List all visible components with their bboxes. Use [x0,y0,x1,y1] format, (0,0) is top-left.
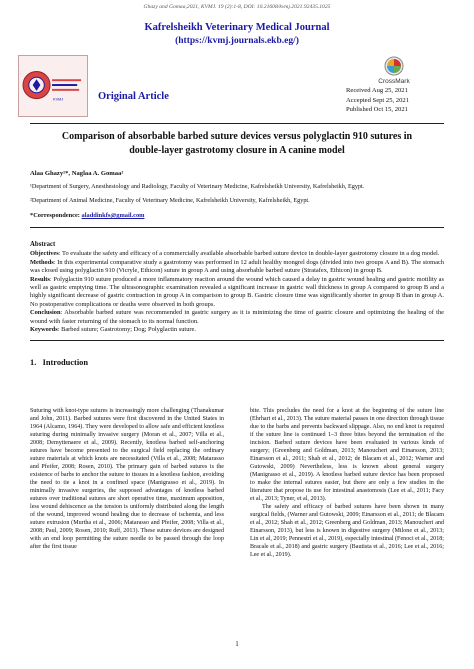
correspondence-label: *Correspondence: [30,212,80,219]
title-line-1: Comparison of absorbable barbed suture devices versus polyglactin 910 sutures in [61,131,413,142]
authors: Alaa Ghazy¹*, Naglaa A. Gomaa² [30,170,124,177]
journal-logo-icon [19,56,87,116]
accepted-date: Accepted Sept 25, 2021 [346,96,409,104]
abstract-methods: Methods: In this experimental comparative study a gastrotomy was performed in 12 adult healthy mongrel dogs (divided into two groups A and B). The stomach was closed using polyglactin 910 (Vicryle, Ethicon) suture in group A and using absorbable barbed suture (Stratafex, Ethicon) in group B. [30,258,444,275]
crossmark-badge[interactable] [371,55,417,85]
intro-paragraph-1: Suturing with knot-type sutures is increasingly more challenging (Thanakumar and John, 2011). Barbed sutures were first discovered in the United States in 1964 (Alcamo, 1964). They were developed to allow safe and efficient knotless suturing during minimally invasive surgery (Moran et al., 2007; Villa et al., 2008; Demyttenaere et al., 2009). Recently, knotless barbed self-anchoring sutures have become presented to the surgical field replacing the ordinary suture materials at which knots are necessitated (Villa et al., 2008; Matarasso and Pfeifer, 2008; Rosen, 2010). The primary gain of barbed sutures is the existence of barbs to anchor the suture to tissues in a knotless fashion, avoiding the need to tie a knot in a confined space (Manigrasso et al., 2019). In minimally invasive surgeries, the supposed advantages of knotless barbed sutures over traditional sutures are short operative time, maximum apposition, less wound dehiscence as the tension is uniformly distributed along the length of the wound, improved wound healing due to decrease of ischemia, and less suture extrusion (Murtha et al., 2006; Matarasso and Pfeifer, 2008; Villa et al., 2008; Paul, 2009; Rosen, 2010; Ruff, 2013). These suture devices are designed with an end loop permitting the suture needle to be passed through the loop after the first tissue [30,408,224,550]
running-header: Ghazy and Gomaa,2021, KVMJ. 19 (2):1-8, DOI: 10.21608/kvmj.2021.92435.1025 [143,4,331,10]
crossmark-label: CrossMark [378,78,410,85]
affiliation-2: ²Department of Animal Medicine, Faculty of Veterinary Medicine, Kafrelsheikh University, Kafrelsheikh, Egypt. [30,197,310,204]
correspondence [30,212,144,219]
crossmark-icon [371,55,417,85]
affiliation-1: ¹Department of Surgery, Anesthesiology and Radiology, Faculty of Veterinary Medicine, Kafrelsheikh University, Kafrelsheikh, Egypt. [30,183,365,190]
abstract-heading: Abstract [30,241,56,248]
correspondence-email-link[interactable]: aladdinkfs@gmail.com [81,212,145,219]
article-dates [346,86,409,115]
intro-paragraph-3: The safety and efficacy of barbed sutures have been shown in many surgical fields, (Warner and Gutowski, 2009; Einarsson et al., 2011; de Blacam et al., 2012; Shah et al., 2012; Greenberg and Goldman, 2013; Manoucheri and Einarsson, 2013), but less is known in digestive surgery (Milone et al., 2013; Lin et al, 2019; Pennestrì et al., 2019), especially intestinal (Fenoci et al., 2018; Bracale et al., 2018) and gastric surgery (Bautista et al., 2016; Lee et al., 2016; Lee et al., 2019). [250,504,444,558]
section-heading-introduction [30,358,88,367]
section-title: Introduction [42,358,89,367]
title-line-2: double-layer gastrotomy closure in A canine model [129,144,345,156]
published-date: Published Oct 15, 2021 [346,106,408,114]
article-title [30,130,444,157]
abstract [30,241,444,334]
journal-logo [18,55,88,117]
intro-right-column [250,407,444,559]
article-type: Original Article [98,91,169,102]
svg-text:KVMJ: KVMJ [53,96,64,102]
section-number: 1. [30,358,37,367]
intro-paragraph-2: bite. This precludes the need for a knot at the beginning of the suture line (Ehrhart et al., 2013). The suture material passes in one direction through tissue due to the barbs and prevents backward slippage. Also, no end knot is required if the suture line is continued 1–3 three bites beyond the termination of the incision. Barbed suture devices have been evaluated in various kinds of surgery; (Greenberg and Goldman, 2013; Manoucheri and Einarsson, 2013; Einarsson et al., 2011; Shah et al., 2012; de Blacam et al., 2012; Warner and Gutowski, 2009) Nevertheless, less is known about general surgery (Manigrasso et al., 2019). A knotless barbed suture device has been proposed to make the internal sutures easier, but there are only a few studies in the literature that propose its use for intestinal anastomosis (Lee et al., 2011; Facy et al., 2013; Tyner, et al, 2013). [250,408,444,502]
abstract-keywords: Keywords: Barbed suture; Gastrotomy; Dog; Polyglactin suture. [30,326,196,334]
abstract-objectives: Objectives: To evaluate the safety and efficacy of a commercially available absorbable barbed suture device in double-layer gastrotomy closure in a dog model. [30,250,440,258]
intro-left-column [30,407,224,551]
abstract-results: Results: Polyglactin 910 suture produced a more inflammatory reaction around the wound which caused a delay in gastric wound healing and gastric motility as well as gastric emptying time. The ultrasonographic examination revealed a significant increase in gastric wall thickness in group A compared to group B and a highly significant decrease of gastric contraction in group A in comparison to group B. Gastric closure time was significantly shorter in group B than in group A. No postoperative complications or deaths were observed in both groups. [30,275,444,308]
journal-url-link[interactable]: (https://kvmj.journals.ekb.eg/) [175,36,299,46]
abstract-conclusion: Conclusion: Absorbable barbed suture was recommended in gastric surgery as it is minimizing the time of gastric closure and optimizing the healing of the wound with faster returning of the stomach to its normal function. [30,309,444,325]
page-number: 1 [235,640,239,648]
journal-title: Kafrelsheikh Veterinary Medical Journal [144,22,330,33]
abstract-bottom-divider [30,340,444,341]
received-date: Received Aug 25, 2021 [346,87,408,94]
abstract-top-divider [30,227,444,228]
header-divider [30,123,444,124]
